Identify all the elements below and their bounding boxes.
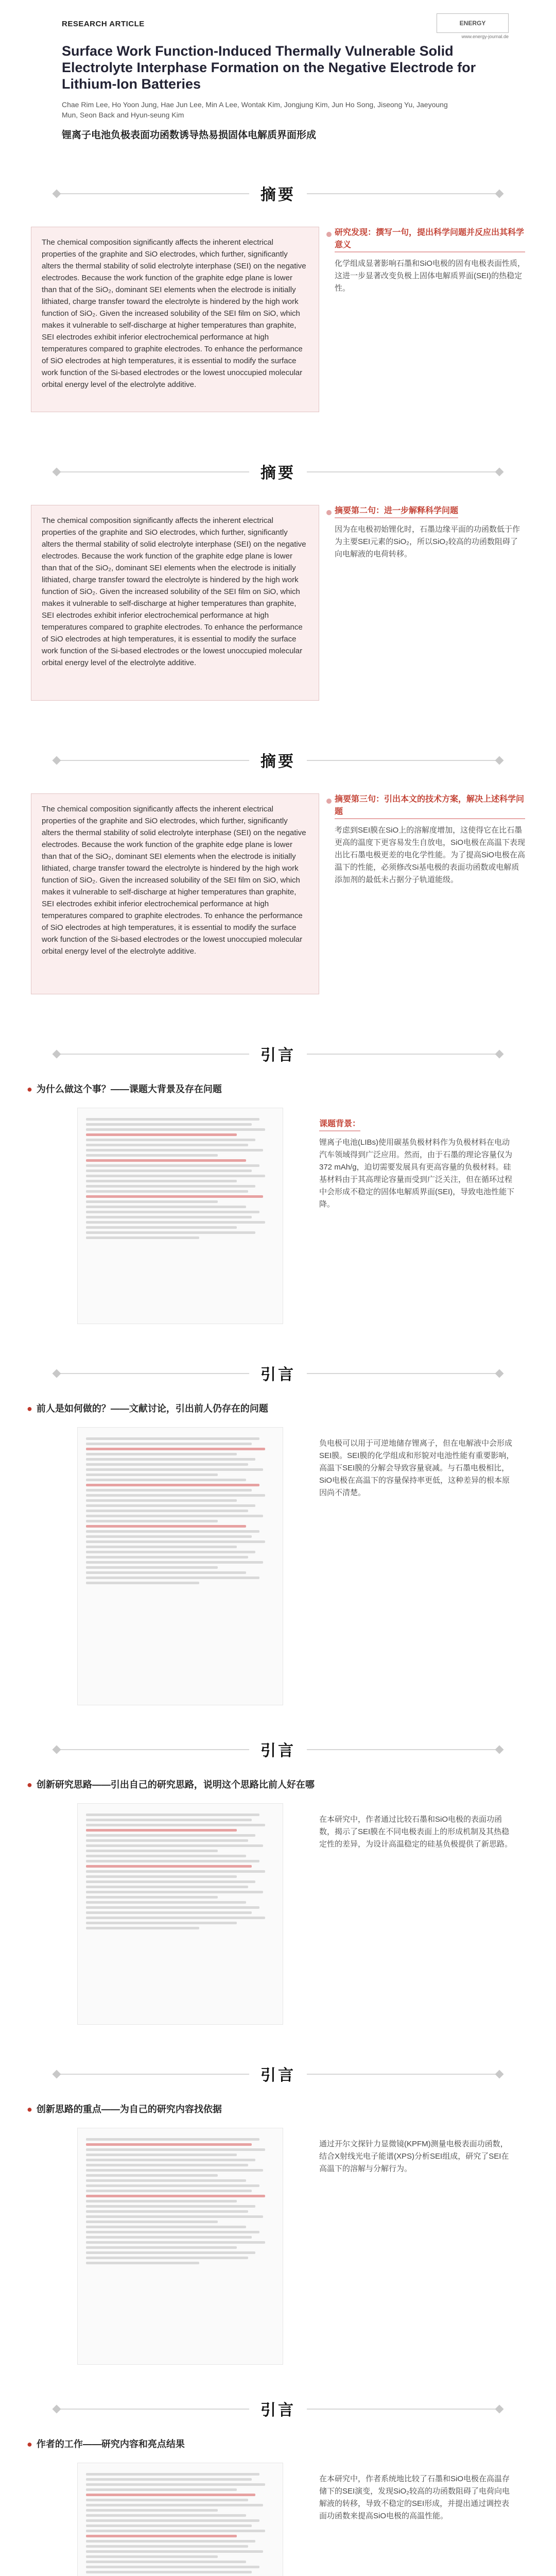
intro-note: [319, 2138, 515, 2180]
bullet-icon: ●: [27, 2104, 32, 2114]
section-title: 引言: [249, 1362, 307, 1384]
section-banner-intro-1: [0, 1036, 556, 1072]
note-paragraph: 在本研究中，作者通过比较石墨和SiO电极的表面功函数，揭示了SEI膜在不同电极表面上的形成机制及其热稳定性的差异，为设计高温稳定的硅基负极提供了新思路。: [319, 1815, 513, 1849]
bullet-icon: ●: [27, 2439, 32, 2449]
section-title: 引言: [249, 1042, 307, 1065]
topic-text: 创新思路的重点——为自己的研究内容找依据: [36, 2104, 222, 2114]
intro-note: [319, 1118, 515, 1216]
note-paragraph: 通过开尔文探针力显微镜(KPFM)测量电极表面功函数，结合X射线光电子能谱(XPS)分析SEI组成，研究了SEI在高温下的溶解与分解行为。: [319, 2140, 509, 2173]
connector-dot: [326, 510, 332, 515]
abstract-block-3: [0, 783, 556, 1020]
intro-note: [319, 1814, 515, 1856]
intro-note: [319, 1437, 515, 1504]
connector-dot: [326, 799, 332, 804]
section-title: 引言: [249, 1738, 307, 1760]
note-heading: 课题背景：: [319, 1118, 360, 1131]
article-type-label: RESEARCH ARTICLE: [62, 20, 145, 28]
note-heading: 研究发现：撰写一句，提出科学问题并反应出其科学意义: [335, 227, 525, 252]
section-title: 摘要: [249, 460, 307, 483]
note-paragraph: 化学组成显著影响石墨和SiO电极的固有电极表面性质，这进一步显著改变负极上固体电解质界面(SEI)的热稳定性。: [335, 259, 526, 293]
chinese-title: 锂离子电池负极表面功函数诱导热易损固体电解质界面形成: [62, 130, 317, 141]
abstract-text-box: The chemical composition significantly affects the inherent electrical properties of the graphite and SiO electrodes, which further, significantly alters the thermal stability of solid electrolyte interphase (SEI) on the negative electrodes. Because the work function of the graphite edge plane is lower than that of the SiO₂, dominant SEI elements when the electrode is initially lithiated, charge transfer toward the electrolyte is hindered by the high work function of SiO₂. Given the increased solubility of the SEI film on SiO, which makes it vulnerable to self-discharge at higher temperatures than graphite, SEI electrodes exhibit inferior electrochemical performance at high temperatures compared to graphite electrodes. To enhance the performance of SiO electrodes at high temperatures, it is essential to modify the surface work function of the Si-based electrodes or the lowest unoccupied molecular orbital energy level of the electrolyte additive.: [31, 793, 319, 994]
section-banner-abstract-3: [0, 742, 556, 778]
intro-topic: [27, 1082, 222, 1095]
abstract-note: [335, 793, 525, 891]
journal-url: www.energy-journal.de: [461, 34, 509, 39]
abstract-text-box: The chemical composition significantly affects the inherent electrical properties of the graphite and SiO electrodes, which further, significantly alters the thermal stability of solid electrolyte interphase (SEI) on the negative electrodes. Because the work function of the graphite edge plane is lower than that of the SiO₂, dominant SEI elements when the electrode is initially lithiated, charge transfer toward the electrolyte is hindered by the high work function of SiO₂. Given the increased solubility of the SEI film on SiO, which makes it vulnerable to self-discharge at higher temperatures than graphite, SEI electrodes exhibit inferior electrochemical performance at high temperatures compared to graphite electrodes. To enhance the performance of SiO electrodes at high temperatures, it is essential to modify the surface work function of the Si-based electrodes or the lowest unoccupied molecular orbital energy level of the electrolyte additive.: [31, 505, 319, 701]
paper-excerpt-thumbnail: [77, 2463, 283, 2576]
section-banner-abstract-2: [0, 453, 556, 489]
note-paragraph: 因为在电极初始锂化时，石墨边缘平面的功函数低于作为主要SEI元素的SiO₂，所以SiO₂较高的功函数阻碍了向电解液的电荷转移。: [335, 525, 520, 558]
abstract-block-1: [0, 216, 556, 438]
bullet-icon: ●: [27, 1780, 32, 1790]
abstract-block-2: [0, 495, 556, 726]
paper-excerpt-thumbnail: [77, 1803, 283, 2025]
topic-text: 为什么做这个事？——课题大背景及存在问题: [36, 1084, 222, 1094]
section-banner-intro-4: [0, 2056, 556, 2092]
bullet-icon: ●: [27, 1084, 32, 1094]
note-paragraph: 负电极可以用于可逆地储存锂离子，但在电解液中会形成SEI膜。SEI膜的化学组成和形貌对电池性能有重要影响，高温下SEI膜的分解会导致容量衰减。与石墨电极相比，SiO电极在高温下的容量保持率更低，这种差异的根本原因尚不清楚。: [319, 1439, 514, 1497]
section-banner-intro-5: [0, 2391, 556, 2427]
topic-text: 前人是如何做的？——文献讨论，引出前人仍存在的问题: [36, 1403, 268, 1414]
intro-note: [319, 2473, 515, 2528]
article-title: Surface Work Function-Induced Thermally Vulnerable Solid Electrolyte Interphase Formation on the Negative Electrode for Lithium-Ion Batteries: [62, 43, 476, 92]
section-banner-intro-3: [0, 1731, 556, 1767]
journal-logo: ENERGY: [437, 13, 509, 33]
intro-topic: [27, 2102, 222, 2115]
abstract-note: [335, 505, 525, 566]
section-banner-intro-2: [0, 1355, 556, 1391]
topic-text: 创新研究思路——引出自己的研究思路，说明这个思路比前人好在哪: [36, 1780, 315, 1790]
section-banner-abstract-1: [0, 175, 556, 211]
intro-topic: [27, 2437, 185, 2450]
abstract-note: [335, 227, 525, 300]
intro-topic: [27, 1777, 315, 1791]
connector-dot: [326, 232, 332, 237]
note-heading: 摘要第二句：进一步解释科学问题: [335, 505, 458, 518]
note-paragraph: 在本研究中，作者系统地比较了石墨和SiO电极在高温存储下的SEI演变，发现SiO₂较高的功函数阻碍了电荷向电解液的转移，导致不稳定的SEI形成，并提出通过调控表面功函数来提高SiO电极的高温性能。: [319, 2475, 510, 2520]
note-heading: 摘要第三句：引出本文的技术方案，解决上述科学问题: [335, 793, 525, 819]
article-header: [0, 0, 556, 170]
author-list: Chae Rim Lee, Ho Yoon Jung, Hae Jun Lee, Min A Lee, Wontak Kim, Jongjung Kim, Jun Ho Song, Jiseong Yu, Jaeyoung Mun, Seon Back and Hyun-seung Kim: [62, 100, 448, 119]
paper-excerpt-thumbnail: [77, 1427, 283, 1705]
section-title: 引言: [249, 2062, 307, 2085]
bullet-icon: ●: [27, 1403, 32, 1414]
abstract-text-box: The chemical composition significantly affects the inherent electrical properties of the graphite and SiO electrodes, which further, significantly alters the thermal stability of solid electrolyte interphase (SEI) on the negative electrodes. Because the work function of the graphite edge plane is lower than that of the SiO₂, dominant SEI elements when the electrode is initially lithiated, charge transfer toward the electrolyte is hindered by the high work function of SiO₂. Given the increased solubility of the SEI film on SiO, which makes it vulnerable to self-discharge at higher temperatures than graphite, SEI electrodes exhibit inferior electrochemical performance at high temperatures compared to graphite electrodes. To enhance the performance of SiO electrodes at high temperatures, it is essential to modify the surface work function of the Si-based electrodes or the lowest unoccupied molecular orbital energy level of the electrolyte additive.: [31, 227, 319, 412]
note-paragraph: 考虑到SEI膜在SiO上的溶解度增加，这使得它在比石墨更高的温度下更容易发生自放电，SiO电极在高温下表现出比石墨电极更差的电化学性能。为了提高SiO电极在高温下的性能，必须修改Si基电极的表面功函数或电解质添加剂的最低未占据分子轨道能级。: [335, 826, 526, 884]
intro-topic: [27, 1401, 268, 1415]
paper-excerpt-thumbnail: [77, 2128, 283, 2365]
note-paragraph: 锂离子电池(LIBs)使用碳基负极材料作为负极材料在电动汽车领域得到广泛应用。然而，由于石墨的理论容量仅为372 mAh/g，迫切需要发展具有更高容量的负极材料。硅基材料由于其高理论容量而受到广泛关注，但在循环过程中会形成不稳定的固体电解质界面(SEI)，导致电池性能下降。: [319, 1138, 515, 1209]
section-title: 摘要: [249, 182, 307, 205]
section-title: 引言: [249, 2397, 307, 2420]
section-title: 摘要: [249, 749, 307, 771]
paper-excerpt-thumbnail: [77, 1108, 283, 1324]
topic-text: 作者的工作——研究内容和亮点结果: [36, 2439, 185, 2449]
